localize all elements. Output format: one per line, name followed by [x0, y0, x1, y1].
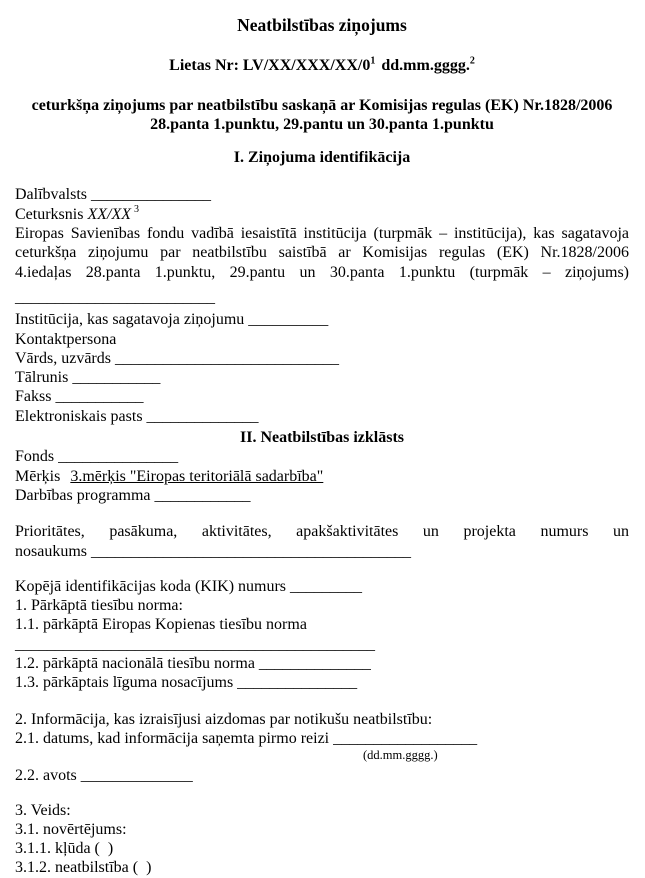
- field-epasts: Elektroniskais pasts ______________: [15, 407, 259, 425]
- merkis-value: 3.mērķis "Eiropas teritoriālā sadarbība": [70, 467, 324, 485]
- field-ceturksnis: [15, 205, 629, 224]
- section-1-heading: I. Ziņojuma identifikācija: [233, 149, 411, 167]
- field-darbibas-programma: Darbības programma ____________: [15, 486, 251, 504]
- footnote-ref-2: 2: [469, 55, 475, 67]
- item-3-1-2-neatbilstiba: 3.1.2. neatbilstība ( ): [15, 859, 152, 877]
- prioritates-line2: nosaukums ________________________________________: [15, 542, 411, 560]
- institution-paragraph-line2: ceturkšņa ziņojumu par neatbilstību saistībā ar Komisijas regulas (EK) Nr.1828/2006: [15, 244, 629, 262]
- institution-blank-line: _________________________: [15, 288, 215, 306]
- merkis-label: Mērķis: [15, 467, 61, 485]
- report-subtitle-line2: 28.panta 1.punktu, 29.pantu un 30.panta 1.punktu: [150, 115, 494, 133]
- case-number-line: [15, 56, 629, 75]
- date-format-note: (dd.mm.gggg.): [363, 748, 438, 763]
- ceturksnis-label: Ceturksnis: [15, 205, 84, 223]
- institution-paragraph-line1: Eiropas Savienības fondu vadībā iesaistītā institūcija (turpmāk – institūcija), kas sagatavoja: [15, 225, 629, 243]
- field-1-2-nacionala-norma: 1.2. pārkāptā nacionālā tiesību norma ______________: [15, 655, 371, 673]
- field-dalibvalsts: Dalībvalsts _______________: [15, 186, 211, 204]
- field-kik-numurs: Kopējā identifikācijas koda (KIK) numurs _________: [15, 577, 363, 595]
- case-number-prefix: Lietas Nr: LV/XX/XXX/XX/0: [169, 57, 371, 75]
- section-2-heading: II. Neatbilstības izklāsts: [239, 429, 405, 447]
- report-subtitle-line1: ceturkšņa ziņojums par neatbilstību saskaņā ar Komisijas regulas (EK) Nr.1828/2006: [31, 96, 613, 114]
- case-date-placeholder: dd.mm.gggg.: [381, 57, 470, 75]
- institution-paragraph-line3: 4.iedaļas 28.panta 1.punktu, 29.pantu un 30.panta 1.punktu (turpmāk – ziņojums): [15, 263, 629, 281]
- item-3-1-novertejums: 3.1. novērtējums:: [15, 820, 127, 838]
- footnote-ref-1: 1: [370, 55, 376, 67]
- document-title: Neatbilstības ziņojums: [237, 15, 407, 35]
- field-2-1-datums: 2.1. datums, kad informācija saņemta pirmo reizi __________________: [15, 729, 478, 747]
- field-1-1-ek-norma: 1.1. pārkāptā Eiropas Kopienas tiesību norma _____________________________________________: [15, 616, 375, 653]
- item-2-heading: 2. Informācija, kas izraisījusi aizdomas par notikušu neatbilstību:: [15, 710, 433, 728]
- field-fonds: Fonds _______________: [15, 448, 179, 466]
- field-2-2-avots: 2.2. avots ______________: [15, 767, 193, 785]
- field-talrunis: Tālrunis ___________: [15, 369, 161, 387]
- item-3-1-1-kluda: 3.1.1. kļūda ( ): [15, 840, 114, 858]
- field-fakss: Fakss ___________: [15, 388, 144, 406]
- field-merkis: [15, 467, 629, 486]
- field-1-3-liguma-nosacijums: 1.3. pārkāptais līguma nosacījums _______________: [15, 674, 358, 692]
- prioritates-line1: Prioritātes, pasākuma, aktivitātes, apakšaktivitātes un projekta numurs un: [15, 523, 629, 541]
- item-3-heading: 3. Veids:: [15, 801, 71, 819]
- field-instituucija: Institūcija, kas sagatavoja ziņojumu __________: [15, 311, 329, 329]
- ceturksnis-value-placeholder: XX/XX: [87, 205, 131, 223]
- label-kontaktpersona: Kontaktpersona: [15, 330, 117, 348]
- footnote-ref-3: 3: [134, 204, 139, 216]
- item-1-heading: 1. Pārkāptā tiesību norma:: [15, 597, 183, 615]
- field-vards-uzvards: Vārds, uzvārds ____________________________: [15, 349, 339, 367]
